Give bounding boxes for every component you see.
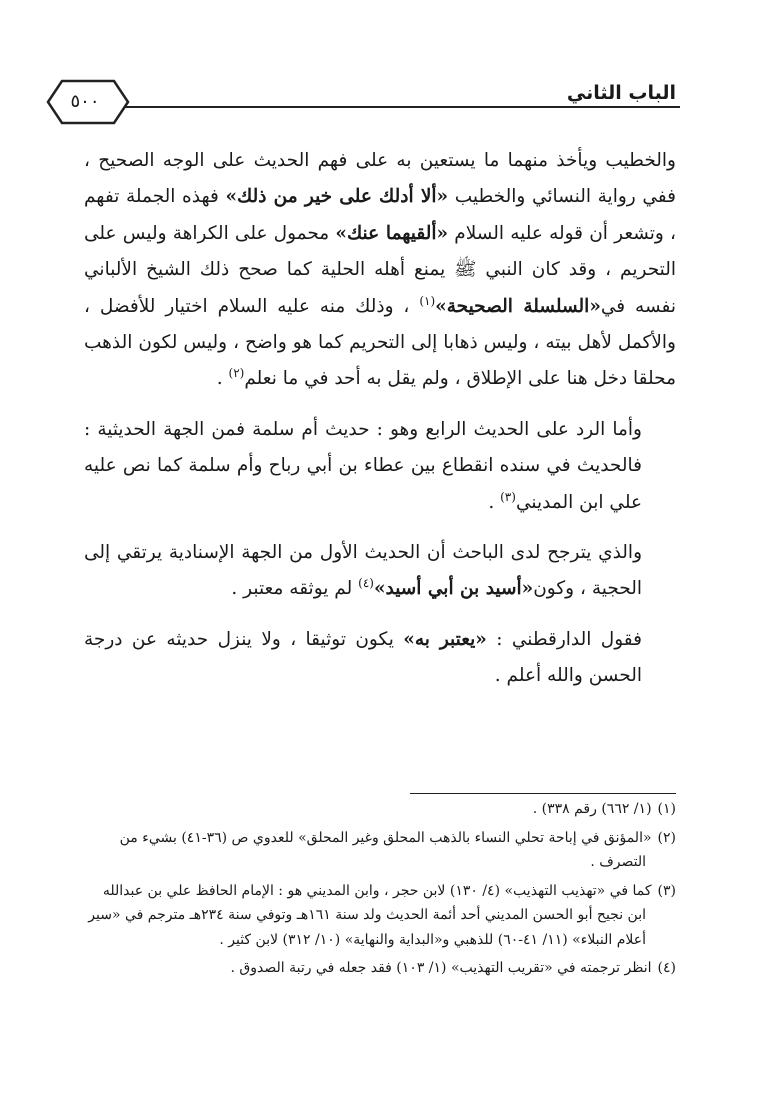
chapter-title: الباب الثاني (566, 82, 676, 104)
bold-quote: «ألا أدلك على خير من ذلك» (225, 186, 449, 208)
text-run: يكون توثيقا ، ولا ينزل حديثه عن درجة الحسن والله أعلم . (84, 628, 642, 687)
footnote-ref: (١) (419, 293, 436, 308)
bold-quote: «ألقيهما عنك» (335, 222, 449, 244)
main-text (84, 143, 676, 695)
footnote-number: (٤) (657, 960, 676, 976)
footnote-number: (٢) (657, 829, 676, 846)
footnote-ref: (٣) (500, 489, 516, 504)
bold-quote: «يعتبر به» (403, 628, 487, 650)
paragraph-2 (84, 412, 676, 521)
page-number-badge (36, 78, 134, 126)
paragraph-1 (84, 143, 676, 398)
footnote-ref: (٢) (228, 366, 245, 381)
text-run: والخطيب ويأخذ منهما ما يستعين به على فهم الحديث على الوجه الصحيح ، ففي رواية النسائي والخطيب (84, 150, 676, 208)
text-run: . (488, 491, 501, 513)
text-run: ، وذلك منه عليه السلام اختيار للأفضل ، والأكمل لأهل بيته ، وليس ذهابا إلى التحريم كما هو واضح ، وليس لكون الذهب محلقا دخل هنا على الإطلاق ، ولم يقل به أحد في ما نعلم (84, 295, 676, 390)
footnote-continuation: التصرف . (590, 854, 646, 870)
footnote-text: «المؤنق في إباحة تحلي النساء بالذهب المحلق وغير المحلق» للعدوي ص (٣٦-٤١) بشيء من (119, 829, 652, 846)
footnote-text: انظر ترجمته في «تقريب التهذيب» (١/ ١٠٣) فقد جعله في رتبة الصدوق . (230, 960, 652, 976)
footnote-item (84, 879, 676, 953)
text-run: وأما الرد على الحديث الرابع وهو : حديث أم سلمة فمن الجهة الحديثية : فالحديث في سنده انقطاع بين عطاء بن أبي رباح وأم سلمة كما نص عليه علي ابن المديني (84, 418, 642, 513)
bold-quote: «السلسلة الصحيحة» (435, 295, 601, 317)
footnote-text: كما في «تهذيب التهذيب» (٤/ ١٣٠) لابن حجر ، وابن المديني هو : الإمام الحافظ علي بن عبدالله (102, 882, 652, 899)
text-run: والذي يترجح لدى الباحث أن الحديث الأول من الجهة الإسنادية يرتقي إلى الحجية ، وكون (84, 542, 642, 600)
text-run: . (216, 368, 229, 390)
page-number: ٥٠٠ (70, 91, 100, 112)
footnote-number: (١) (657, 801, 676, 817)
footnote-continuation: ابن نجيح أبو الحسن المديني أحد أئمة الحديث ولد سنة ١٦١هـ وتوفي سنة ٢٣٤هـ مترجم في «سير أعلام النبلاء» (١١/ ٤١-٦٠) للذهبي و«البداية والنهاية» (١٠/ ٣١٢) لابن كثير . (88, 907, 646, 948)
footnote-ref: (٤) (358, 576, 374, 591)
text-run: فقول الدارقطني : (486, 628, 642, 650)
paragraph-3 (84, 535, 676, 608)
footnote-text: (١/ ٦٦٢) رقم ٣٣٨) . (532, 801, 652, 817)
footnote-number: (٣) (657, 882, 676, 899)
text-run: محمول على الكراهة وليس على التحريم ، وقد كان النبي ﷺ يمنع أهله الحلية كما صحح ذلك الشيخ الألباني نفسه في (84, 222, 676, 317)
bold-quote: «أسيد بن أبي أسيد» (373, 578, 534, 600)
header-rule (112, 106, 680, 108)
text-run: لم يوثقه معتبر . (231, 578, 359, 600)
footnotes (84, 797, 676, 985)
footnote-item (84, 826, 676, 875)
footnote-divider (410, 793, 676, 794)
paragraph-4 (84, 622, 676, 695)
footnote-item (84, 797, 676, 822)
text-run: فهذه الجملة تفهم ، وتشعر أن قوله عليه السلام (84, 186, 677, 244)
footnote-item (84, 956, 676, 981)
